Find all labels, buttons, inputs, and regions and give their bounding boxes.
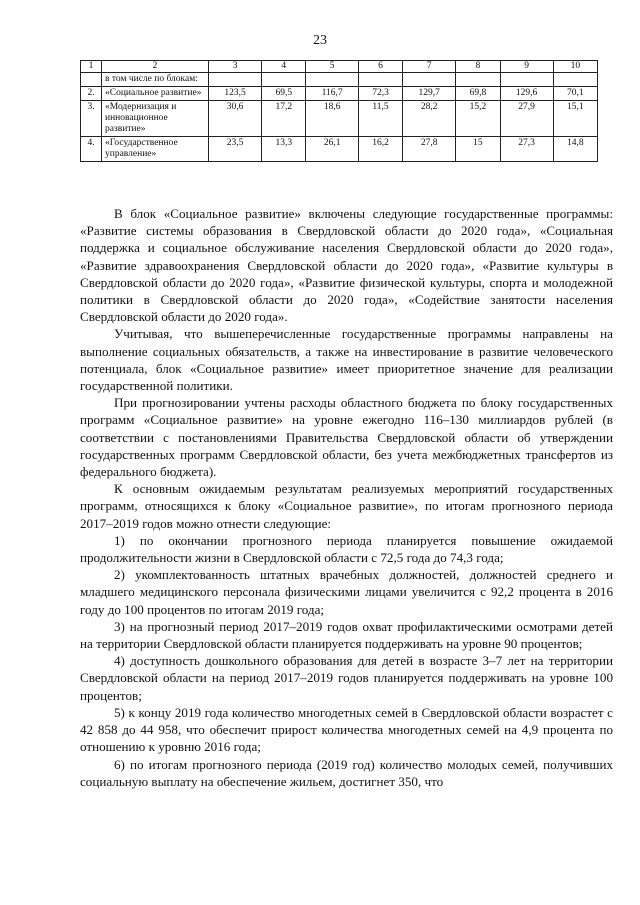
body-text — [80, 205, 613, 790]
budget-table — [80, 60, 598, 162]
row-label: «Государственное управление» — [102, 137, 209, 162]
table-cell — [306, 73, 359, 87]
value-cell: 27,9 — [500, 101, 553, 137]
list-item: 6) по итогам прогнозного периода (2019 год) количество молодых семей, получивших социальную выплату на обеспечение жильем, достигнет 350, что — [80, 756, 613, 789]
table-cell — [553, 73, 597, 87]
value-cell: 17,2 — [262, 101, 306, 137]
value-cell: 69,5 — [262, 87, 306, 101]
list-item: 2) укомплектованность штатных врачебных должностей, должностей среднего и младшего медицинского персонала физическими лицами увеличится с 92,2 процента в 2016 году до 100 процентов по итогам 2019 года; — [80, 567, 613, 617]
value-cell: 129,7 — [403, 87, 456, 101]
value-cell: 27,3 — [500, 137, 553, 162]
value-cell: 15,2 — [456, 101, 500, 137]
table-header-cell: 10 — [553, 61, 597, 73]
table-row — [81, 137, 598, 162]
row-number: 4. — [81, 137, 102, 162]
value-cell: 116,7 — [306, 87, 359, 101]
value-cell: 15 — [456, 137, 500, 162]
value-cell: 129,6 — [500, 87, 553, 101]
table-cell — [500, 73, 553, 87]
row-number: 3. — [81, 101, 102, 137]
value-cell: 11,5 — [358, 101, 402, 137]
value-cell: 123,5 — [209, 87, 262, 101]
table-cell — [358, 73, 402, 87]
paragraph: В блок «Социальное развитие» включены следующие государственные программы: «Развитие системы образования в Свердловской области до 2020 года», «Социальная поддержка и социальное обслуживание населения Свердловской области до 2020 года», «Развитие здравоохранения Свердловской области до 2020 года», «Развитие культуры в Свердловской области до 2020 года», «Развитие физической культуры, спорта и молодежной политики в Свердловской области до 2020 года», «Содействие занятости населения Свердловской области до 2020 года». — [80, 206, 613, 325]
table-header-cell: 9 — [500, 61, 553, 73]
table-cell — [403, 73, 456, 87]
value-cell: 26,1 — [306, 137, 359, 162]
table-header-cell: 2 — [102, 61, 209, 73]
page-number: 23 — [313, 33, 327, 48]
table-row — [81, 87, 598, 101]
paragraph: Учитывая, что вышеперечисленные государственные программы направлены на выполнение социальных обязательств, а также на инвестирование в развитие человеческого потенциала, блок «Социальное развитие» имеет приоритетное значение для реализации государственной политики. — [80, 326, 613, 394]
table-cell — [456, 73, 500, 87]
list-item: 5) к концу 2019 года количество многодетных семей в Свердловской области возрастет с 42 858 до 44 958, что обеспечит прирост количества многодетных семей на 4,9 процента по отношению к уровню 2016 года; — [80, 704, 613, 755]
value-cell: 70,1 — [553, 87, 597, 101]
value-cell: 18,6 — [306, 101, 359, 137]
value-cell: 13,3 — [262, 137, 306, 162]
value-cell: 72,3 — [358, 87, 402, 101]
list-item: 4) доступность дошкольного образования для детей в возрасте 3–7 лет на территории Свердловской области на период 2017–2019 годов планируется поддерживать на уровне 100 процентов; — [80, 653, 613, 703]
value-cell: 14,8 — [553, 137, 597, 162]
list-item: 1) по окончании прогнозного периода планируется повышение ожидаемой продолжительности жизни в Свердловской области с 72,5 года до 74,3 года; — [80, 532, 613, 566]
row-number: 2. — [81, 87, 102, 101]
table-cell — [262, 73, 306, 87]
value-cell: 30,6 — [209, 101, 262, 137]
table-header-cell: 7 — [403, 61, 456, 73]
value-cell: 28,2 — [403, 101, 456, 137]
table-header-cell: 5 — [306, 61, 359, 73]
value-cell: 16,2 — [358, 137, 402, 162]
table-subheader-label: в том числе по блокам: — [102, 73, 209, 87]
table-header-row — [81, 61, 598, 73]
table-subheader-row — [81, 73, 598, 87]
value-cell: 27,8 — [403, 137, 456, 162]
paragraph: При прогнозировании учтены расходы областного бюджета по блоку государственных программ «Социальное развитие» на уровне ежегодно 116–130 миллиардов рублей (в соответствии с постановлениями Правительства Свердловской области об утверждении государственных программ Свердловской области, без учета межбюджетных трансфертов из федерального бюджета). — [80, 395, 613, 480]
table-header-cell: 6 — [358, 61, 402, 73]
value-cell: 23,5 — [209, 137, 262, 162]
value-cell: 69,8 — [456, 87, 500, 101]
row-label: «Социальное развитие» — [102, 87, 209, 101]
table-cell — [81, 73, 102, 87]
table-cell — [209, 73, 262, 87]
table-header-cell: 1 — [81, 61, 102, 73]
value-cell: 15,1 — [553, 101, 597, 137]
table-header-cell: 8 — [456, 61, 500, 73]
row-label: «Модернизация и инновационное развитие» — [102, 101, 209, 137]
table-header-cell: 3 — [209, 61, 262, 73]
paragraph: К основным ожидаемым результатам реализуемых мероприятий государственных программ, относящихся к блоку «Социальное развитие», по итогам прогнозного периода 2017–2019 годов можно отнести следующие: — [80, 481, 613, 531]
table-header-cell: 4 — [262, 61, 306, 73]
list-item: 3) на прогнозный период 2017–2019 годов охват профилактическими осмотрами детей на территории Свердловской области планируется поддерживать на уровне 90 процентов; — [80, 618, 613, 652]
table-row — [81, 101, 598, 137]
